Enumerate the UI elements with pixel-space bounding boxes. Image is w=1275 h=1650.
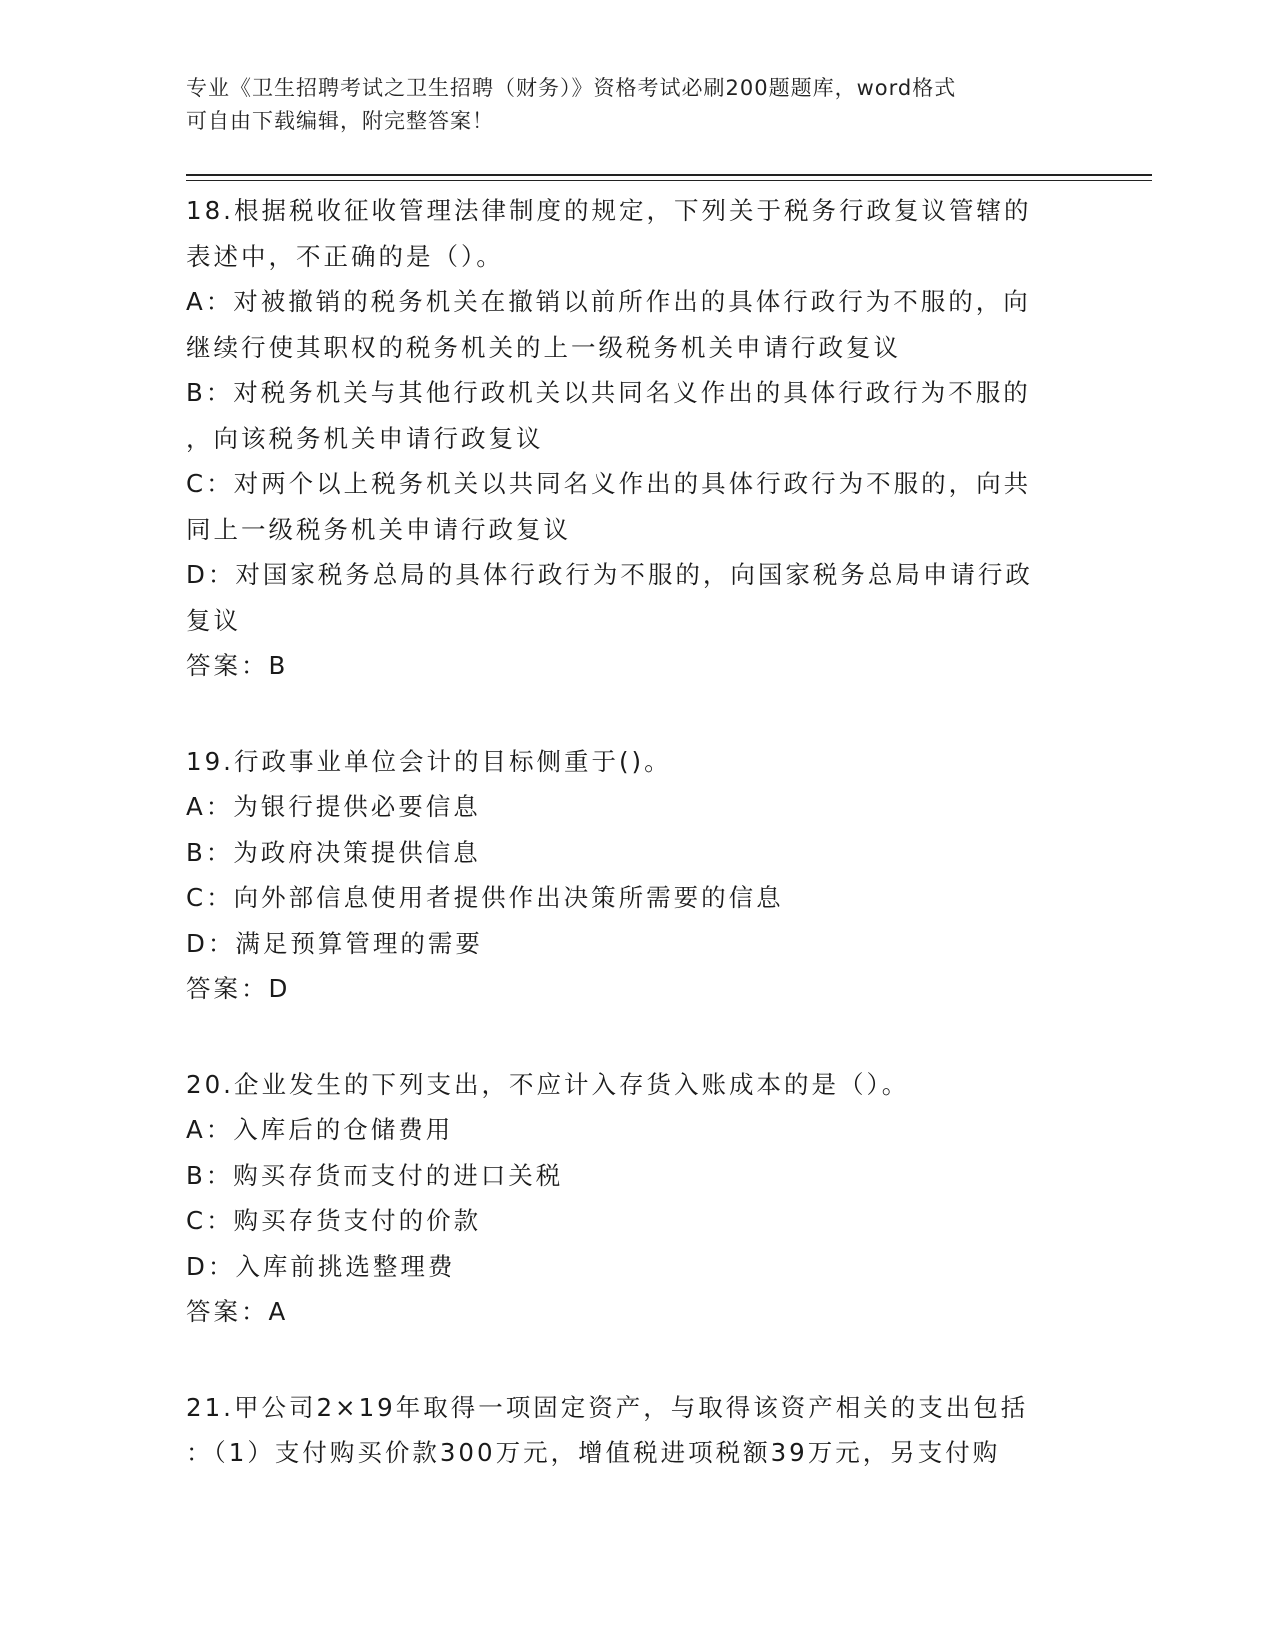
option-a: A：入库后的仓储费用	[186, 1115, 454, 1144]
option-d: D：满足预算管理的需要	[186, 928, 483, 958]
header-divider-thick	[186, 174, 1152, 176]
option-a: A：对被撤销的税务机关在撤销以前所作出的具体行政行为不服的，向	[186, 287, 1031, 316]
answer: 答案：A	[186, 1297, 289, 1326]
header-line-2: 可自由下载编辑，附完整答案！	[186, 109, 494, 133]
question-stem-cont: 表述中，不正确的是（）。	[186, 241, 504, 271]
question-21	[186, 1385, 1086, 1476]
option-c: C：向外部信息使用者提供作出决策所需要的信息	[186, 883, 784, 912]
question-19	[186, 739, 1086, 1012]
question-stem: 21.甲公司2×19年取得一项固定资产，与取得该资产相关的支出包括	[186, 1392, 1029, 1422]
option-a: A：为银行提供必要信息	[186, 792, 481, 821]
option-c-cont: 同上一级税务机关申请行政复议	[186, 514, 571, 544]
option-b: B：对税务机关与其他行政机关以共同名义作出的具体行政行为不服的	[186, 378, 1031, 407]
header-line-1: 专业《卫生招聘考试之卫生招聘（财务）》资格考试必刷200题题库，word格式	[186, 76, 957, 100]
question-stem: 18.根据税收征收管理法律制度的规定，下列关于税务行政复议管辖的	[186, 196, 1032, 225]
question-stem-cont: ：（1）支付购买价款300万元，增值税进项税额39万元，另支付购	[186, 1438, 1001, 1467]
option-c: C：购买存货支付的价款	[186, 1206, 482, 1235]
question-stem: 20.企业发生的下列支出，不应计入存货入账成本的是（）。	[186, 1069, 910, 1099]
question-list	[186, 188, 1086, 1476]
option-d: D：入库前挑选整理费	[186, 1251, 456, 1281]
option-a-cont: 继续行使其职权的税务机关的上一级税务机关申请行政复议	[186, 332, 901, 362]
answer: 答案：B	[186, 651, 289, 680]
page-header	[186, 72, 1066, 138]
option-d: D：对国家税务总局的具体行政行为不服的，向国家税务总局申请行政	[186, 560, 1033, 589]
option-b: B：购买存货而支付的进口关税	[186, 1160, 564, 1190]
answer: 答案：D	[186, 974, 291, 1003]
option-d-cont: 复议	[186, 605, 241, 635]
option-c: C：对两个以上税务机关以共同名义作出的具体行政行为不服的，向共	[186, 469, 1032, 498]
option-b: B：为政府决策提供信息	[186, 837, 481, 867]
question-20	[186, 1062, 1086, 1335]
option-b-cont: ，向该税务机关申请行政复议	[186, 423, 544, 453]
question-stem: 19.行政事业单位会计的目标侧重于()。	[186, 746, 672, 776]
header-divider-thin	[186, 180, 1152, 181]
question-18	[186, 188, 1086, 689]
